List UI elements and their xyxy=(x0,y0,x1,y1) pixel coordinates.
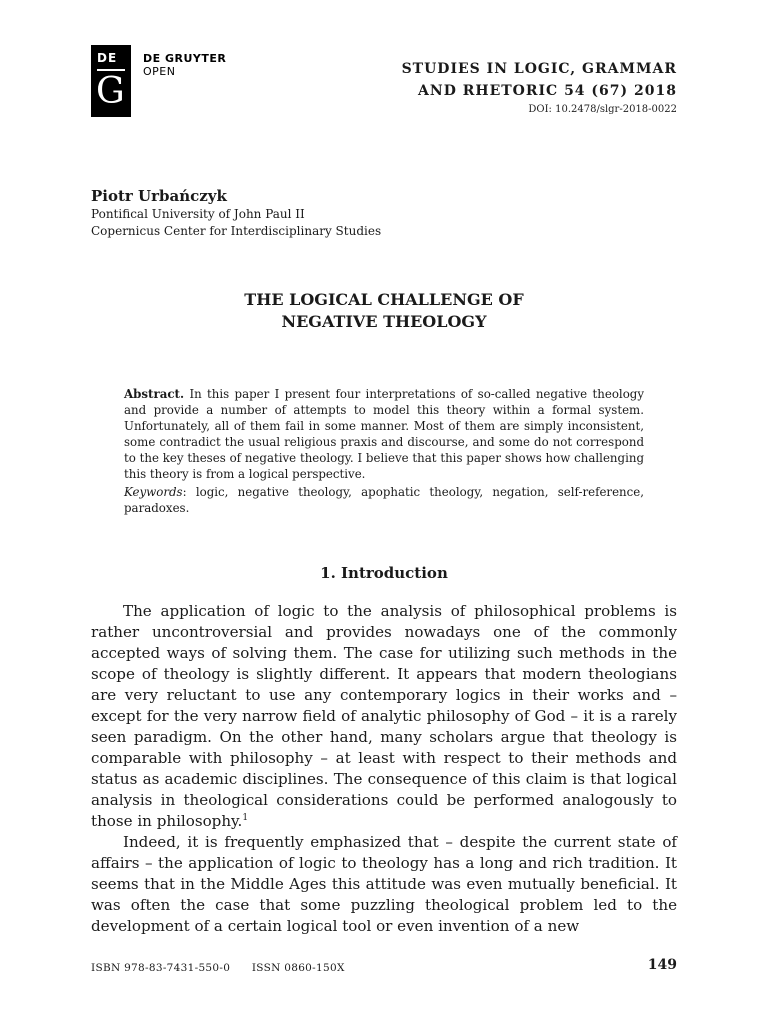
footer-identifiers xyxy=(91,962,345,974)
author-block xyxy=(91,186,677,240)
footnote-mark[interactable]: 1 xyxy=(242,812,249,823)
body-paragraph-2 xyxy=(91,832,677,937)
paper-title-line2: NEGATIVE THEOLOGY xyxy=(281,312,487,331)
abstract-text: In this paper I present four interpretations of so-called negative theology and provide a number of attempts to model this theory within a formal system. Unfortunately, all of them fail in some manner. Most of them are simply inconsistent, some contradict the usual religious praxis and discourse, and some do not correspond to the key theses of negative theology. I believe that this paper shows how challenging this theory is from a logical perspective. xyxy=(124,387,645,481)
publisher-logo xyxy=(91,45,131,117)
journal-title-line2: AND RHETORIC 54 (67) 2018 xyxy=(418,83,677,99)
paper-title-line1: THE LOGICAL CHALLENGE OF xyxy=(244,290,524,309)
body-paragraph-1-text: The application of logic to the analysis of philosophical problems is rather uncontroversial and provides nowadays one of the commonly accepted ways of solving them. The case for utilizing such methods in the scope of theology is slightly different. It appears that modern theologians are very reluctant to use any contemporary logics in their works and – except for the very narrow field of analytic philosophy of God – it is a rarely seen paradigm. On the other hand, many scholars argue that theology is comparable with philosophy – at least with respect to their methods and status as academic disciplines. The consequence of this claim is that logical analysis in theological considerations could be performed analogously to those in philosophy. xyxy=(91,602,677,830)
author-affiliation-2: Copernicus Center for Interdisciplinary Studies xyxy=(91,224,382,238)
body-paragraph-2-text: Indeed, it is frequently emphasized that – despite the current state of affairs – the application of logic to theology has a long and rich tradition. It seems that in the Middle Ages this attitude was even mutually beneficial. It was often the case that some puzzling theological problem led to the development of a certain logical tool or even invention of a new xyxy=(91,833,677,935)
keywords-text: : logic, negative theology, apophatic theology, negation, self-reference, paradoxes. xyxy=(124,485,644,515)
journal-title-line1: STUDIES IN LOGIC, GRAMMAR xyxy=(401,61,677,77)
abstract xyxy=(124,386,644,516)
keywords xyxy=(124,484,644,516)
paper-title xyxy=(91,289,677,333)
body-text xyxy=(91,601,677,937)
publisher-name-block xyxy=(143,52,226,78)
publisher-name: DE GRUYTER xyxy=(143,52,227,65)
footer-isbn: ISBN 978-83-7431-550-0 xyxy=(91,962,231,974)
page-number: 149 xyxy=(647,957,677,973)
logo-bottom-text: G xyxy=(96,71,125,112)
logo-top-text: DE xyxy=(97,51,118,65)
doi: DOI: 10.2478/slgr-2018-0022 xyxy=(528,104,677,115)
section-heading: 1. Introduction xyxy=(320,564,448,582)
publisher-sub: OPEN xyxy=(143,65,176,78)
journal-title xyxy=(402,58,677,102)
author-name: Piotr Urbańczyk xyxy=(91,187,227,205)
author-affiliation-1: Pontifical University of John Paul II xyxy=(91,207,305,221)
body-paragraph-1 xyxy=(91,601,677,832)
footer-issn: ISSN 0860-150X xyxy=(251,962,345,974)
abstract-paragraph xyxy=(124,386,644,482)
abstract-label: Abstract. xyxy=(124,387,185,401)
keywords-label: Keywords xyxy=(124,485,183,499)
